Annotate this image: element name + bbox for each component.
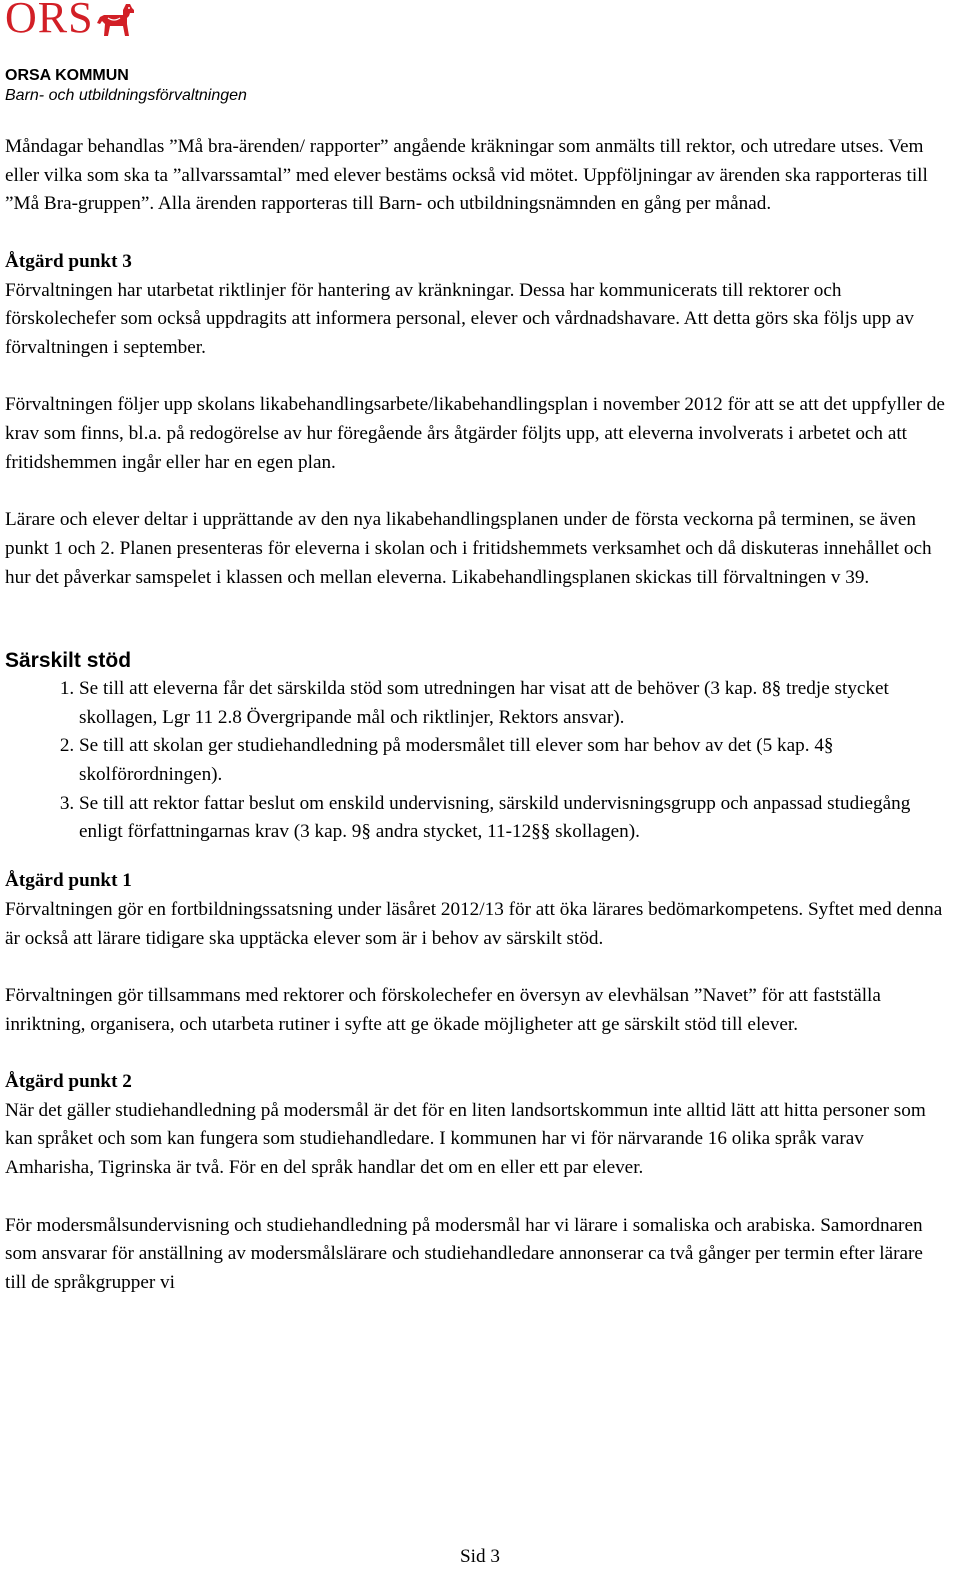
paragraph: Måndagar behandlas ”Må bra-ärenden/ rapporter” angående kräkningar som anmälts till rektor, och utredare utses. Vem eller vilka som ska ta ”allvarssamtal” med elever bestäms också vid mötet. Uppföljningar av ärenden ska rapporteras till ”Må Bra-gruppen”. Alla ärenden rapporteras till Barn- och utbildningsnämnden en gång per månad.	[5, 136, 928, 215]
paragraph: Förvaltningen följer upp skolans likabehandlingsarbete/likabehandlingsplan i november 2012 för att se att det uppfyller de krav som finns, bl.a. på redogörelse av hur föregående års åtgärder följts upp, att eleverna involverats i arbetet och att fritidshemmen ingår eller har en egen plan.	[5, 394, 945, 473]
paragraph: Förvaltningen har utarbetat riktlinjer för hantering av kränkningar. Dessa har kommunicerats till rektorer och förskolechefer som också uppdragits att informera personal, elever och vårdnadshavare. Att detta görs ska följs upp av förvaltningen i september.	[5, 279, 914, 358]
section-heading: Åtgärd punkt 1	[5, 870, 132, 892]
organization-header	[5, 66, 247, 106]
paragraph: Lärare och elever deltar i upprättande av den nya likabehandlingsplanen under de första veckorna på terminen, se även punkt 1 och 2. Planen presenteras för eleverna i skolan och i fritidshemmets verksamhet och då diskuteras innehållet och hur det påverkar samspelet i klassen och mellan eleverna. Likabehandlingsplanen skickas till förvaltningen v 39.	[5, 509, 932, 588]
section-heading: Åtgärd punkt 2	[5, 1071, 132, 1092]
paragraph: Förvaltningen gör en fortbildningssatsning under läsåret 2012/13 för att öka lärares bedömarkompetens. Syftet med denna är också att lärare tidigare ska upptäcka elever som är i behov av särskilt stöd.	[5, 898, 943, 949]
list-item: 2. Se till att skolan ger studiehandledning på modersmålet till elever som har behov av det (5 kap. 4§ skolförordningen).	[79, 732, 945, 789]
requirements-list	[5, 675, 945, 847]
page-number: Sid 3	[460, 1546, 500, 1567]
orsa-logo	[5, 0, 136, 42]
list-item: 3. Se till att rektor fattar beslut om enskild undervisning, särskild undervisningsgrupp och anpassad studiegång enligt författningarnas krav (3 kap. 9§ andra stycket, 11-12§§ skollagen).	[79, 790, 945, 847]
section-heading: Åtgärd punkt 3	[5, 250, 132, 272]
dala-horse-icon	[96, 2, 136, 43]
paragraph: För modersmålsundervisning och studiehandledning på modersmål har vi lärare i somaliska och arabiska. Samordnaren som ansvarar för anställning av modersmålslärare och studiehandledare annonserar ca två gånger per termin efter lärare till de språkgrupper vi	[5, 1214, 923, 1293]
document-body	[5, 133, 945, 1298]
paragraph: När det gäller studiehandledning på modersmål är det för en liten landsortskommun inte alltid lätt att hitta personer som kan språket och som kan fungera som studiehandledare. I kommunen har vi för närvarande 16 olika språk varav Amharisha, Tigrinska är två. För en del språk handlar det om en eller ett par elever.	[5, 1099, 926, 1179]
paragraph: Förvaltningen gör tillsammans med rektorer och förskolechefer en översyn av elevhälsan ”Navet” för att fastställa inriktning, organisera, och utarbeta rutiner i syfte att ge ökade möjligheter att ge särskilt stöd till elever.	[5, 984, 881, 1035]
department-name: Barn- och utbildningsförvaltningen	[5, 87, 247, 104]
section-heading: Särskilt stöd	[5, 648, 132, 672]
list-item: 1. Se till att eleverna får det särskilda stöd som utredningen har visat att de behöver (3 kap. 8§ tredje stycket skollagen, Lgr 11 2.8 Övergripande mål och riktlinjer, Rektors ansvar).	[79, 675, 945, 732]
logo-text: ORS	[5, 0, 94, 42]
org-name: ORSA KOMMUN	[5, 67, 129, 84]
